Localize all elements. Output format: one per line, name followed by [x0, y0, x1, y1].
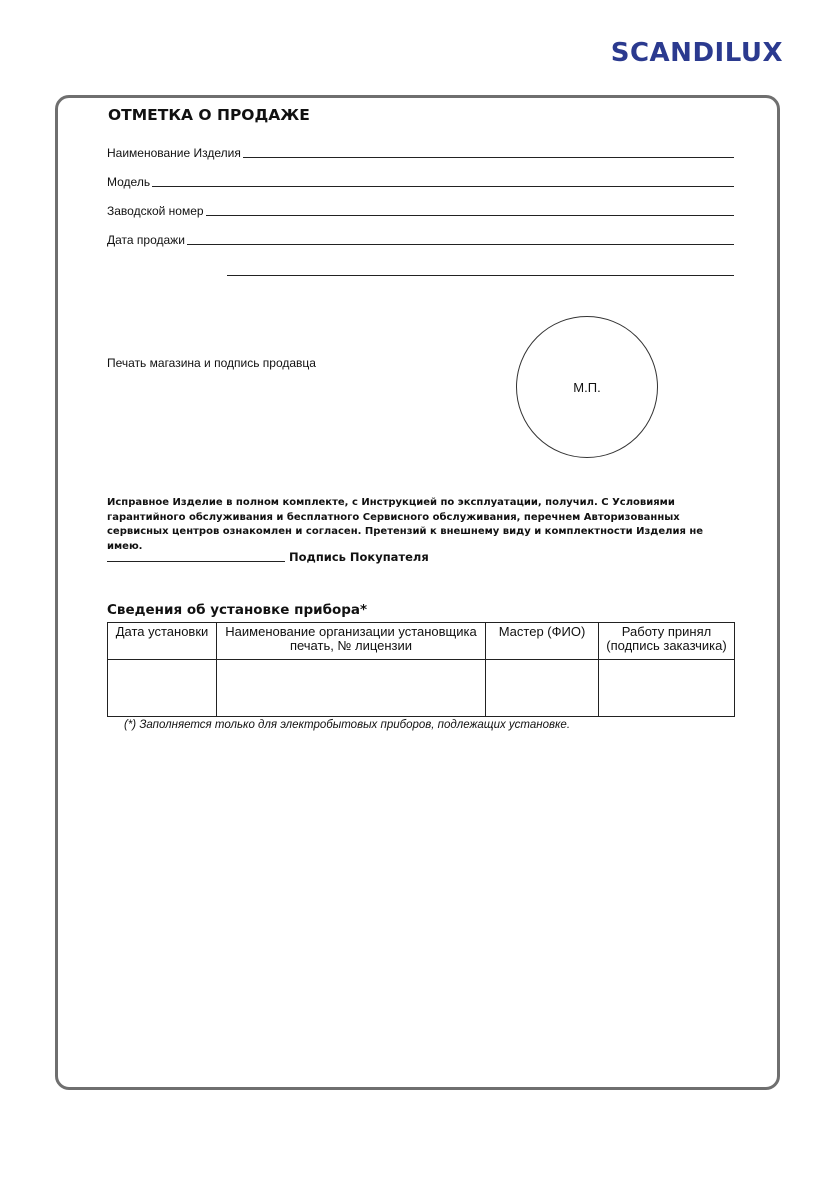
buyer-signature-row — [107, 550, 429, 564]
installation-table — [107, 622, 735, 717]
sale-date-line[interactable] — [187, 243, 734, 245]
acceptance-statement: Исправное Изделие в полном комплекте, с Инструкцией по эксплуатации, получил. С Условиями гарантийного обслуживания и бесплатного Сервисного обслуживания, перечнем Авторизованных сервисных центров ознакомлен и согласен. Претензий к внешнему виду и комплектности Изделия не имею. — [107, 497, 704, 552]
cell-install-date[interactable] — [108, 660, 217, 717]
installation-entry-row — [108, 660, 735, 717]
model-label: Модель — [107, 175, 151, 189]
header-master: Мастер (ФИО) — [486, 623, 599, 660]
model-line[interactable] — [152, 185, 734, 187]
installation-header-row — [108, 623, 735, 660]
model-field[interactable] — [107, 175, 734, 189]
header-install-date: Дата установки — [108, 623, 217, 660]
stamp-placeholder-text: М.П. — [573, 379, 601, 395]
store-stamp-label: Печать магазина и подпись продавца — [107, 356, 316, 370]
cell-master[interactable] — [486, 660, 599, 717]
product-name-line[interactable] — [243, 156, 734, 158]
header-work-accepted: Работу принял (подпись заказчика) — [599, 623, 735, 660]
serial-number-label: Заводской номер — [107, 204, 204, 218]
cell-installer-org[interactable] — [217, 660, 486, 717]
buyer-signature-label: Подпись Покупателя — [289, 550, 429, 564]
sale-date-label: Дата продажи — [107, 233, 185, 247]
installation-footnote: (*) Заполняется только для электробытовых приборов, подлежащих установке. — [124, 719, 571, 731]
header-installer-org: Наименование организации установщика печать, № лицензии — [217, 623, 486, 660]
stamp-circle — [516, 316, 658, 458]
product-name-label: Наименование Изделия — [107, 146, 241, 160]
sale-mark-title: ОТМЕТКА О ПРОДАЖЕ — [108, 106, 310, 124]
scandilux-logo: SCANDILUX — [610, 38, 783, 68]
buyer-signature-line[interactable] — [107, 561, 285, 562]
serial-number-field[interactable] — [107, 204, 734, 218]
installation-title: Сведения об установке прибора* — [107, 602, 368, 618]
cell-work-accepted[interactable] — [599, 660, 735, 717]
serial-number-line[interactable] — [206, 214, 734, 216]
product-name-field[interactable] — [107, 146, 734, 160]
sale-date-continuation-line[interactable] — [227, 275, 734, 276]
sale-date-field[interactable] — [107, 233, 734, 247]
